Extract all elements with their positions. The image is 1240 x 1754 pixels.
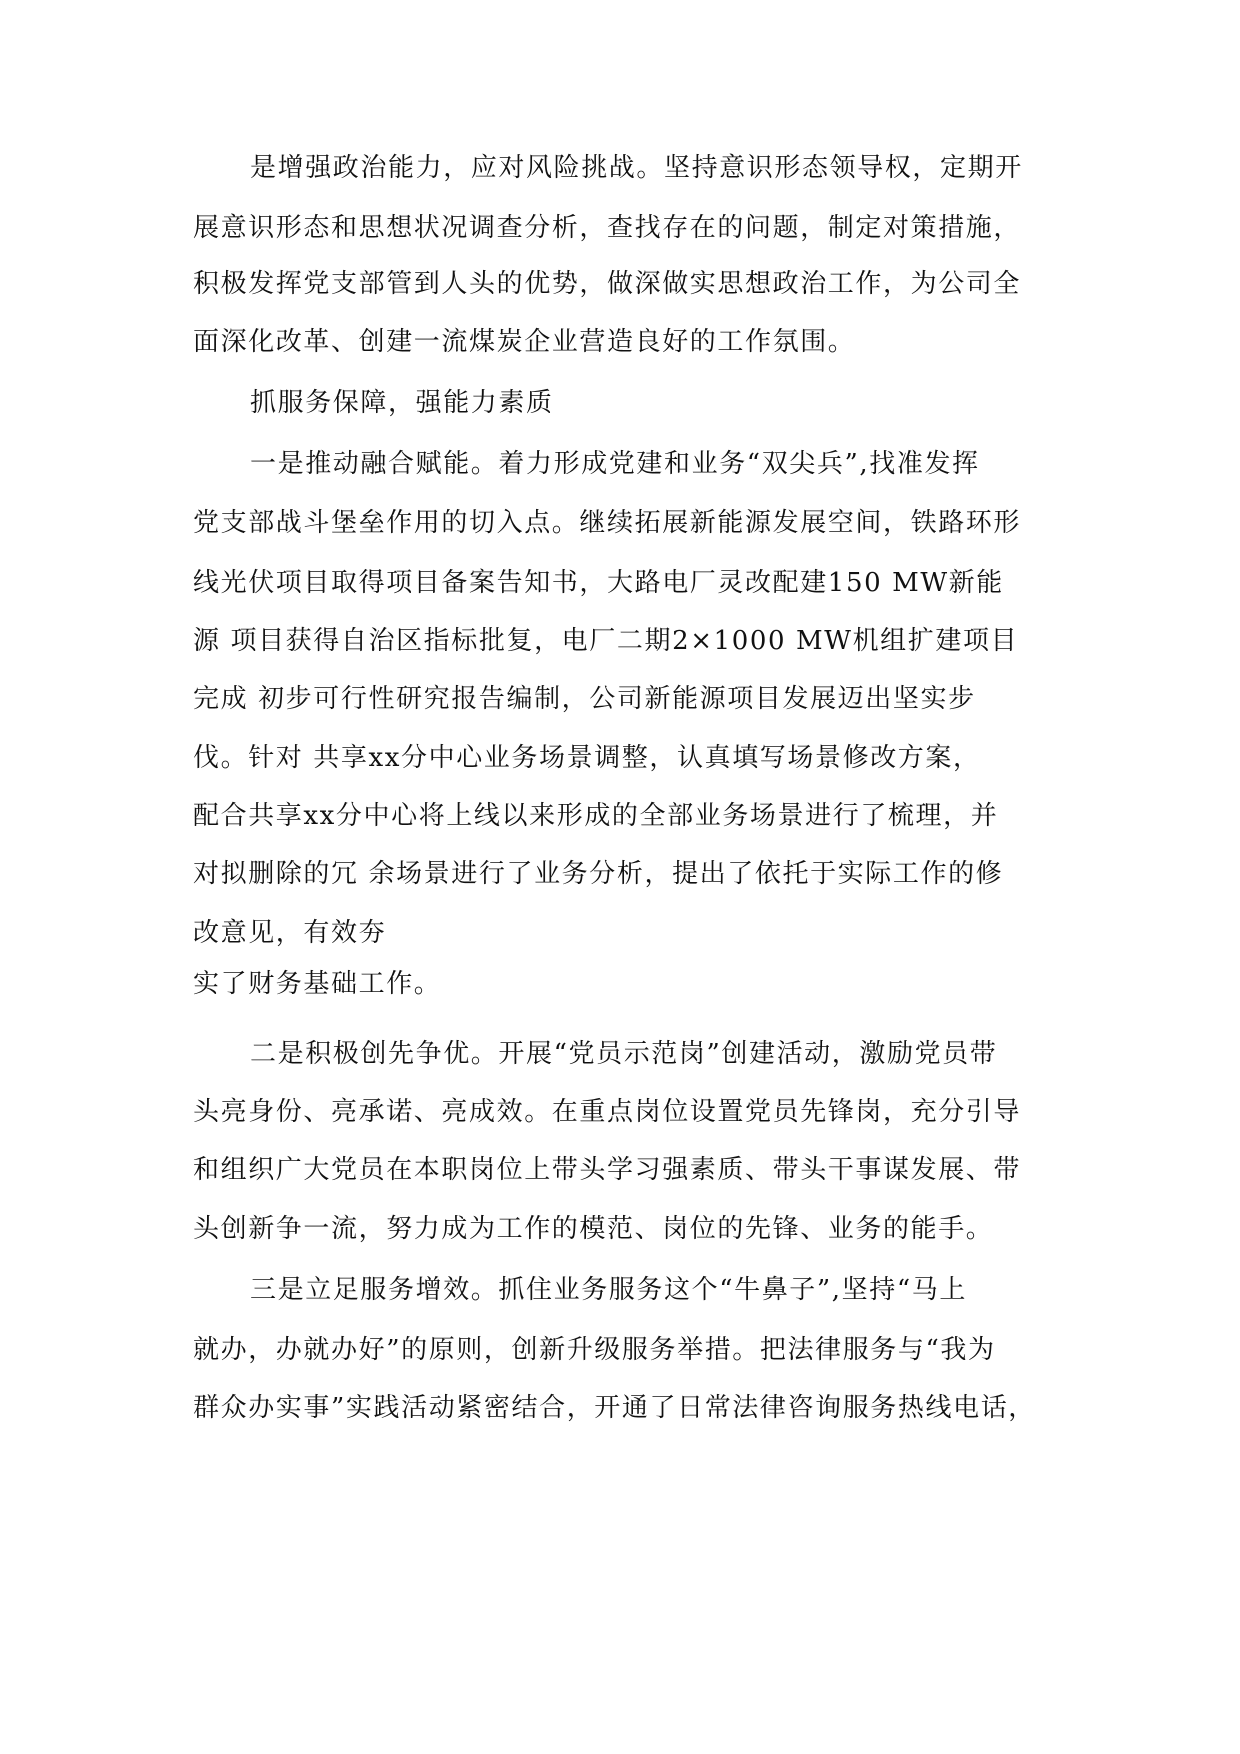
paragraph-3-line-10: 实了财务基础工作。: [193, 969, 442, 999]
paragraph-5-line-1: 三是立足服务增效。抓住业务服务这个“牛鼻子”,坚持“马上: [250, 1275, 967, 1305]
paragraph-4-line-2: 头亮身份、亮承诺、亮成效。在重点岗位设置党员先锋岗，充分引导: [193, 1097, 1022, 1127]
paragraph-3-line-1: 一是推动融合赋能。着力形成党建和业务“双尖兵”,找准发挥: [250, 449, 980, 479]
paragraph-1-line-1: 是增强政治能力，应对风险挑战。坚持意识形态领导权，定期开: [250, 153, 1023, 183]
paragraph-3-line-6: 伐。针对 共享xx分中心业务场景调整，认真填写场景修改方案，: [193, 743, 981, 773]
paragraph-1-line-4: 面深化改革、创建一流煤炭企业营造良好的工作氛围。: [193, 327, 856, 357]
paragraph-3-line-5: 完成 初步可行性研究报告编制，公司新能源项目发展迈出坚实步: [193, 684, 976, 714]
paragraph-4-line-4: 头创新争一流，努力成为工作的模范、岗位的先锋、业务的能手。: [193, 1214, 994, 1244]
paragraph-1-line-3: 积极发挥党支部管到人头的优势，做深做实思想政治工作，为公司全: [193, 269, 1022, 299]
paragraph-4-line-3: 和组织广大党员在本职岗位上带头学习强素质、带头干事谋发展、带: [193, 1155, 1022, 1185]
paragraph-3-line-4: 源 项目获得自治区指标批复，电厂二期2×1000 MW机组扩建项目: [193, 626, 1019, 656]
paragraph-5-line-3: 群众办实事”实践活动紧密结合，开通了日常法律咨询服务热线电话，: [193, 1393, 1036, 1423]
paragraph-5-line-2: 就办，办就办好”的原则，创新升级服务举措。把法律服务与“我为: [193, 1335, 996, 1365]
section-heading: 抓服务保障，强能力素质: [250, 388, 554, 418]
paragraph-4-line-1: 二是积极创先争优。开展“党员示范岗”创建活动，激励党员带: [250, 1039, 998, 1069]
paragraph-3-line-2: 党支部战斗堡垒作用的切入点。继续拓展新能源发展空间，铁路环形: [193, 508, 1022, 538]
paragraph-3-line-3: 线光伏项目取得项目备案告知书，大路电厂灵改配建150 MW新能: [193, 568, 1004, 598]
paragraph-3-line-8: 对拟删除的冗 余场景进行了业务分析，提出了依托于实际工作的修: [193, 859, 1004, 889]
paragraph-3-line-7: 配合共享xx分中心将上线以来形成的全部业务场景进行了梳理，并: [193, 801, 999, 831]
paragraph-3-line-9: 改意见，有效夯: [193, 918, 387, 948]
paragraph-1-line-2: 展意识形态和思想状况调查分析，查找存在的问题，制定对策措施，: [193, 213, 1022, 243]
